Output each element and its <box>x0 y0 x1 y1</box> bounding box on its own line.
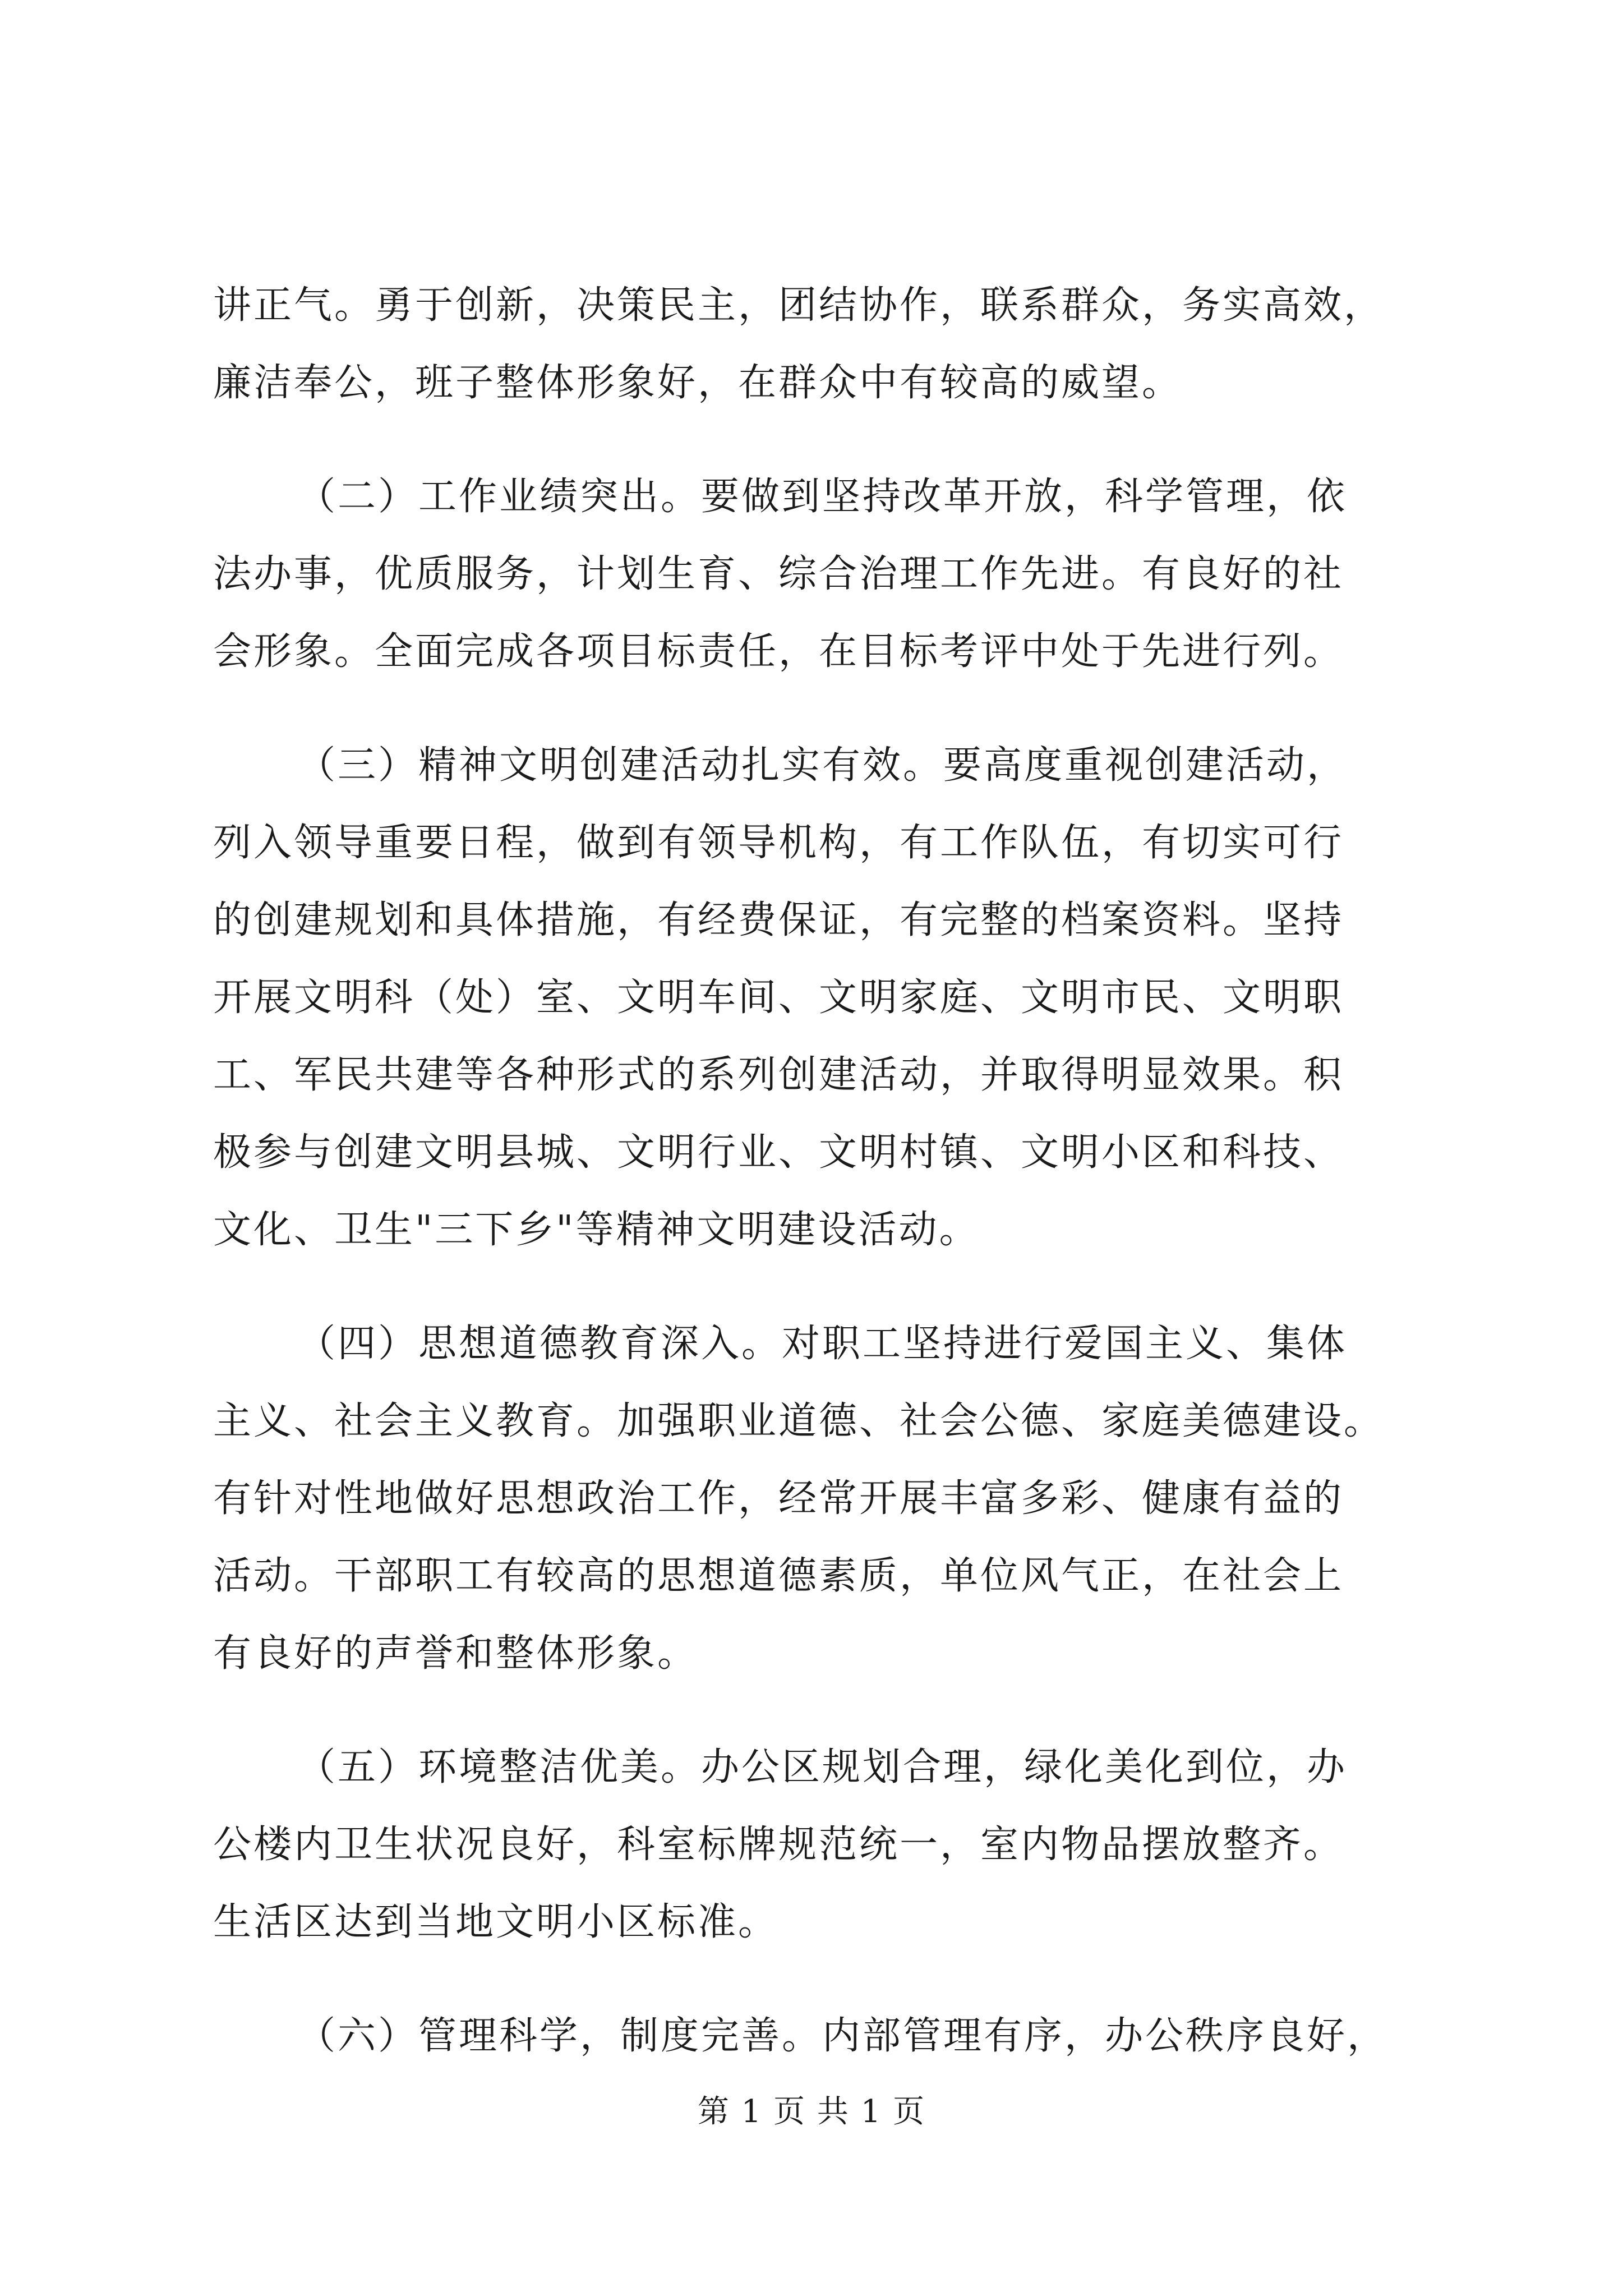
paragraph-5-line-1: （五）环境整洁优美。办公区规划合理，绿化美化到位，办 <box>297 1745 1348 1789</box>
paragraph-3-line-4: 开展文明科（处）室、文明车间、文明家庭、文明市民、文明职 <box>213 976 1344 1020</box>
paragraph-6-line-1: （六）管理科学，制度完善。内部管理有序，办公秩序良好， <box>297 2014 1388 2058</box>
paragraph-2-line-3: 会形象。全面完成各项目标责任，在目标考评中处于先进行列。 <box>213 629 1344 674</box>
paragraph-3-line-6: 极参与创建文明县城、文明行业、文明村镇、文明小区和科技、 <box>213 1130 1344 1175</box>
paragraph-4-line-4: 活动。干部职工有较高的思想道德素质，单位风气正，在社会上 <box>213 1554 1344 1598</box>
paragraph-3-line-7: 文化、卫生"三下乡"等精神文明建设活动。 <box>213 1208 980 1252</box>
page-footer: 第 1 页 共 1 页 <box>697 2093 926 2130</box>
paragraph-2-line-1: （二）工作业绩突出。要做到坚持改革开放，科学管理，依 <box>297 475 1348 519</box>
paragraph-2-line-2: 法办事，优质服务，计划生育、综合治理工作先进。有良好的社 <box>213 552 1344 596</box>
paragraph-3-line-1: （三）精神文明创建活动扎实有效。要高度重视创建活动， <box>297 743 1348 788</box>
paragraph-3-line-2: 列入领导重要日程，做到有领导机构，有工作队伍，有切实可行 <box>213 821 1344 865</box>
paragraph-4-line-2: 主义、社会主义教育。加强职业道德、社会公德、家庭美德建设。 <box>213 1399 1385 1443</box>
paragraph-3-line-5: 工、军民共建等各种形式的系列创建活动，并取得明显效果。积 <box>213 1053 1344 1097</box>
paragraph-4-line-5: 有良好的声誉和整体形象。 <box>213 1631 698 1676</box>
paragraph-4-line-3: 有针对性地做好思想政治工作，经常开展丰富多彩、健康有益的 <box>213 1476 1344 1521</box>
paragraph-3-line-3: 的创建规划和具体措施，有经费保证，有完整的档案资料。坚持 <box>213 898 1344 942</box>
paragraph-4-line-1: （四）思想道德教育深入。对职工坚持进行爱国主义、集体 <box>297 1322 1348 1366</box>
paragraph-5-line-2: 公楼内卫生状况良好，科室标牌规范统一，室内物品摆放整齐。 <box>213 1823 1344 1867</box>
text-line-1: 讲正气。勇于创新，决策民主，团结协作，联系群众，务实高效， <box>213 283 1385 328</box>
paragraph-5-line-3: 生活区达到当地文明小区标准。 <box>213 1900 779 1944</box>
text-line-2: 廉洁奉公，班子整体形象好，在群众中有较高的威望。 <box>213 361 1183 405</box>
